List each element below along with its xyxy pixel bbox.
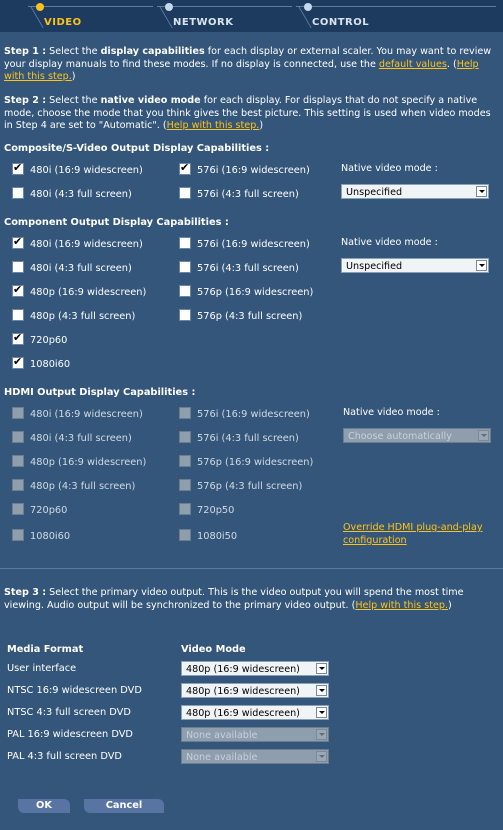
checkbox[interactable] [179, 261, 191, 273]
checkbox[interactable] [12, 529, 24, 541]
step2-emphasis: native video mode [100, 95, 201, 106]
video-mode-select[interactable] [181, 727, 329, 742]
checkbox[interactable] [12, 237, 24, 249]
component-native-mode-select[interactable] [341, 258, 489, 273]
checkbox[interactable] [179, 187, 191, 199]
checkbox[interactable] [12, 407, 24, 419]
option-label: 576i (16:9 widescreen) [197, 165, 310, 176]
chevron-down-icon[interactable] [316, 751, 327, 762]
option-label: 480i (4:3 full screen) [30, 189, 132, 200]
checkbox[interactable] [12, 357, 24, 369]
component-native-mode-label: Native video mode : [341, 237, 438, 248]
composite-native-mode-label: Native video mode : [341, 163, 438, 174]
media-format-label: NTSC 16:9 widescreen DVD [7, 685, 142, 696]
step3-text-part: ) [448, 599, 452, 611]
component-576i-wide-option[interactable] [179, 237, 310, 250]
chevron-down-icon[interactable] [316, 685, 327, 696]
checkbox[interactable] [12, 333, 24, 345]
video-mode-select[interactable] [181, 749, 329, 764]
option-label: 720p50 [197, 505, 235, 516]
tab-video-label: VIDEO [44, 17, 82, 28]
hdmi-720p60-option[interactable] [12, 503, 67, 516]
hdmi-576i-full-option[interactable] [179, 431, 299, 444]
checkbox[interactable] [179, 503, 191, 515]
checkbox[interactable] [12, 503, 24, 515]
step1-text-part: ) [71, 71, 76, 82]
checkbox[interactable] [179, 163, 191, 175]
checkbox[interactable] [179, 285, 191, 297]
option-label: 1080i60 [30, 359, 71, 370]
default-values-link[interactable]: default values [378, 58, 447, 70]
tab-control[interactable] [296, 6, 496, 27]
step3-lead: Step 3 : [4, 587, 47, 598]
component-480i-wide-option[interactable] [12, 237, 143, 250]
step2-text-part: Select the [46, 95, 101, 106]
video-mode-header: Video Mode [181, 644, 246, 655]
chevron-down-icon[interactable] [478, 430, 489, 441]
option-label: 576i (4:3 full screen) [197, 189, 299, 200]
chevron-down-icon[interactable] [316, 729, 327, 740]
step2-text [4, 95, 498, 133]
option-label: 480p (16:9 widescreen) [30, 457, 147, 468]
composite-native-mode-select[interactable] [341, 184, 489, 199]
hdmi-native-mode-label: Native video mode : [343, 407, 440, 418]
select-value: Unspecified [346, 187, 403, 198]
component-1080i60-option[interactable] [12, 357, 70, 370]
media-format-header: Media Format [7, 644, 84, 655]
composite-section-title: Composite/S-Video Output Display Capabilities : [4, 143, 270, 154]
select-value: 480p (16:9 widescreen) [186, 664, 300, 675]
checkbox[interactable] [179, 529, 191, 541]
option-label: 576i (16:9 widescreen) [197, 239, 310, 250]
tab-video[interactable] [28, 6, 153, 27]
option-label: 720p60 [30, 335, 68, 346]
checkbox[interactable] [179, 237, 191, 249]
option-label: 480p (4:3 full screen) [30, 481, 136, 492]
checkbox[interactable] [12, 187, 24, 199]
chevron-down-icon[interactable] [316, 707, 327, 718]
checkbox[interactable] [12, 431, 24, 443]
media-format-label: NTSC 4:3 full screen DVD [7, 707, 131, 718]
checkbox[interactable] [12, 309, 24, 321]
option-label: 576i (4:3 full screen) [197, 263, 299, 274]
component-576p-full-option[interactable] [179, 309, 302, 322]
component-576p-wide-option[interactable] [179, 285, 313, 298]
composite-576i-wide-option[interactable] [179, 163, 310, 176]
select-value: Choose automatically [348, 431, 452, 442]
checkbox[interactable] [179, 407, 191, 419]
hdmi-720p50-option[interactable] [179, 503, 234, 516]
composite-576i-full-option[interactable] [179, 187, 299, 200]
tab-bullet-icon [304, 3, 312, 11]
tab-bullet-icon [165, 3, 173, 11]
step1-emphasis: display capabilities [100, 46, 205, 57]
hdmi-480p-full-option[interactable] [12, 479, 135, 492]
step2-lead: Step 2 : [4, 95, 47, 106]
chevron-down-icon[interactable] [476, 260, 487, 271]
hdmi-1080i50-option[interactable] [179, 529, 237, 542]
option-label: 720p60 [30, 505, 68, 516]
step2-help-link[interactable]: Help with this step. [166, 120, 260, 131]
hdmi-480i-wide-option[interactable] [12, 407, 143, 420]
tab-bar [0, 0, 503, 32]
tab-control-label: CONTROL [312, 17, 370, 28]
checkbox[interactable] [179, 479, 191, 491]
option-label: 1080i60 [30, 531, 71, 542]
checkbox[interactable] [12, 163, 24, 175]
option-label: 1080i50 [197, 531, 238, 542]
step1-help-link[interactable]: Help with this step. [4, 58, 479, 82]
select-value: Unspecified [346, 261, 403, 272]
option-label: 576i (4:3 full screen) [197, 433, 299, 444]
step1-text-part: Select the [46, 46, 101, 57]
step3-help-link[interactable]: Help with this step. [355, 599, 449, 611]
component-576i-full-option[interactable] [179, 261, 299, 274]
checkbox[interactable] [12, 455, 24, 467]
component-section-title: Component Output Display Capabilities : [4, 217, 229, 228]
video-mode-select[interactable] [181, 683, 329, 698]
chevron-down-icon[interactable] [476, 186, 487, 197]
step1-text-part: . ( [446, 58, 457, 70]
chevron-down-icon[interactable] [316, 663, 327, 674]
step1-text-part: for each display or external scaler. You may want to review your display manuals to find these modes. If no display is connected, use the [4, 46, 492, 70]
option-label: 480i (16:9 widescreen) [30, 409, 143, 420]
checkbox[interactable] [12, 285, 24, 297]
section-divider [0, 568, 503, 569]
tab-network-label: NETWORK [173, 17, 234, 28]
hdmi-section-title: HDMI Output Display Capabilities : [4, 387, 196, 398]
option-label: 576p (16:9 widescreen) [197, 287, 314, 298]
step1-lead: Step 1 : [4, 46, 47, 57]
option-label: 480i (16:9 widescreen) [30, 239, 143, 250]
composite-480i-full-option[interactable] [12, 187, 132, 200]
media-format-label: User interface [7, 663, 77, 674]
step3-text-part: Select the primary video output. This is the video output you will spend the most time viewing. Audio output will be synchronized to the primary video output. ( [4, 587, 464, 611]
hdmi-1080i60-option[interactable] [12, 529, 70, 542]
select-value: None available [186, 752, 258, 763]
option-label: 480i (4:3 full screen) [30, 263, 132, 274]
hdmi-480i-full-option[interactable] [12, 431, 132, 444]
select-value: 480p (16:9 widescreen) [186, 708, 300, 719]
ok-button[interactable]: OK [18, 799, 70, 813]
checkbox[interactable] [12, 479, 24, 491]
video-mode-select[interactable] [181, 661, 329, 676]
component-720p60-option[interactable] [12, 333, 67, 346]
media-format-label: PAL 4:3 full screen DVD [7, 751, 122, 762]
tab-bullet-icon [36, 3, 44, 11]
cancel-button[interactable]: Cancel [84, 799, 164, 813]
checkbox[interactable] [179, 431, 191, 443]
checkbox[interactable] [179, 309, 191, 321]
hdmi-576p-wide-option[interactable] [179, 455, 313, 468]
hdmi-576i-wide-option[interactable] [179, 407, 310, 420]
checkbox[interactable] [179, 455, 191, 467]
option-label: 576p (4:3 full screen) [197, 481, 303, 492]
option-label: 480p (16:9 widescreen) [30, 287, 147, 298]
override-hdmi-link[interactable]: Override HDMI plug-and-play configuration [343, 522, 483, 546]
option-label: 576i (16:9 widescreen) [197, 409, 310, 420]
media-format-label: PAL 16:9 widescreen DVD [7, 729, 133, 740]
component-480p-wide-option[interactable] [12, 285, 146, 298]
checkbox[interactable] [12, 261, 24, 273]
option-label: 480i (4:3 full screen) [30, 433, 132, 444]
select-value: 480p (16:9 widescreen) [186, 686, 300, 697]
option-label: 576p (16:9 widescreen) [197, 457, 314, 468]
option-label: 480p (4:3 full screen) [30, 311, 136, 322]
video-mode-select[interactable] [181, 705, 329, 720]
select-value: None available [186, 730, 258, 741]
tab-network[interactable] [157, 6, 292, 27]
component-480i-full-option[interactable] [12, 261, 132, 274]
step3-text [4, 587, 498, 612]
hdmi-native-mode-select[interactable] [343, 428, 491, 443]
composite-480i-wide-option[interactable] [12, 163, 143, 176]
hdmi-480p-wide-option[interactable] [12, 455, 146, 468]
component-480p-full-option[interactable] [12, 309, 135, 322]
option-label: 576p (4:3 full screen) [197, 311, 303, 322]
step2-text-part: for each display. For displays that do not specify a native mode, choose the mode that you think gives the best picture. This setting is used when video modes in Step 4 are set to "Automatic". ( [4, 95, 491, 131]
step1-text [4, 46, 498, 84]
hdmi-576p-full-option[interactable] [179, 479, 302, 492]
option-label: 480i (16:9 widescreen) [30, 165, 143, 176]
step2-text-part: ) [259, 120, 264, 131]
